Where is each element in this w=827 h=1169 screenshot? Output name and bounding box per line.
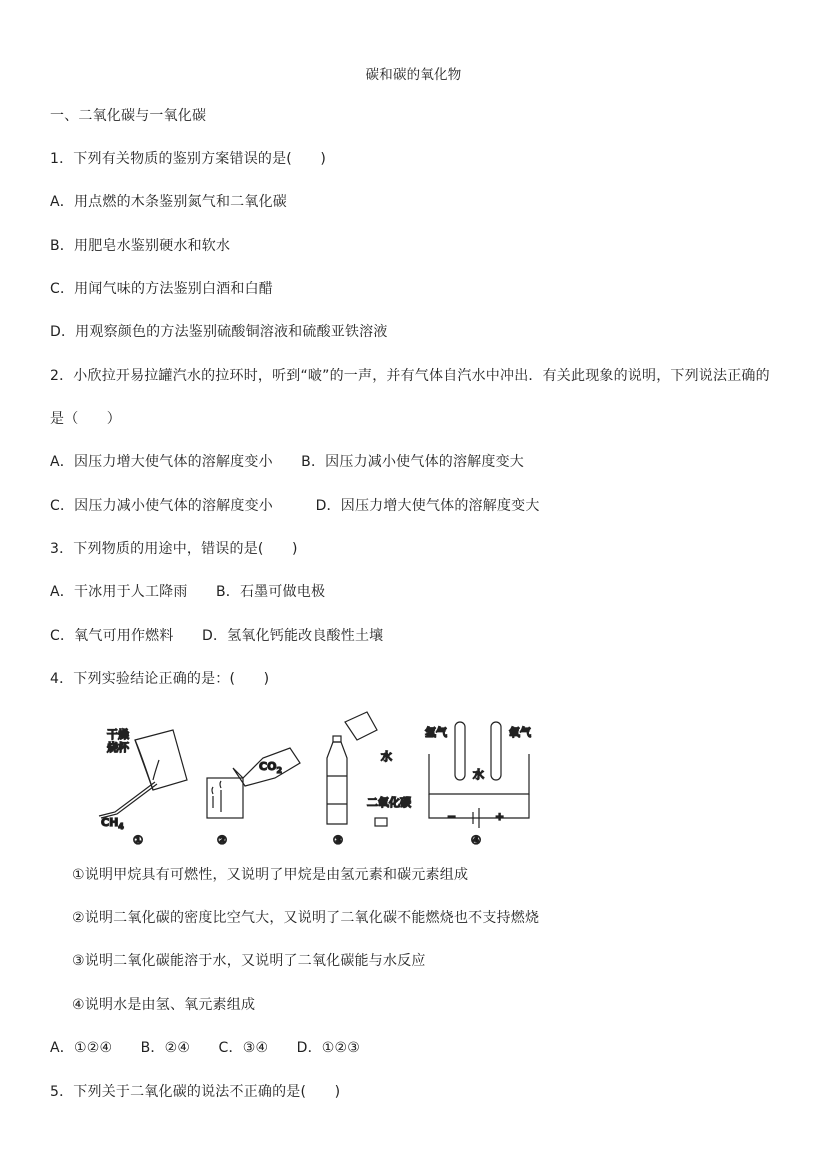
experiment-1-methane-burning [99, 727, 187, 847]
label-co2: $CO_2$ [259, 760, 283, 775]
gas-tube [99, 782, 155, 816]
label-o2: 氧气 [509, 726, 531, 739]
candle-flames [212, 781, 221, 794]
question-4-stem: 4．下列实验结论正确的是：( ) [50, 671, 270, 687]
beaker-candles [207, 778, 243, 818]
question-1-stem: 1．下列有关物质的鉴别方案错误的是( ) [50, 151, 327, 167]
bottle-bands [327, 776, 347, 804]
question-1-option-a: A．用点燃的木条鉴别氮气和二氧化碳 [50, 194, 287, 210]
question-4-statement-4: ④说明水是由氢、氧元素组成 [72, 997, 256, 1013]
experiment-2-co2-pouring [207, 748, 300, 847]
flame [153, 760, 159, 780]
bottle-cap-small [375, 818, 387, 826]
question-1-option-b: B．用肥皂水鉴别硬水和软水 [50, 238, 231, 254]
label-ch4: $CH_4$ [101, 816, 124, 831]
question-4-statement-2: ②说明二氧化碳的密度比空气大，又说明了二氧化碳不能燃烧也不支持燃烧 [72, 910, 540, 926]
o2-tube [491, 722, 501, 780]
label-beaker: 烧杯 [107, 741, 129, 754]
beaker-rim [135, 740, 153, 790]
question-2-options-cd: C．因压力减小使气体的溶解度变小 D．因压力增大使气体的溶解度变大 [50, 498, 540, 514]
question-2-stem-line1: 2．小欣拉开易拉罐汽水的拉环时，听到“啵”的一声，并有气体自汽水中冲出．有关此现象的说明，下列说法正确的 [50, 368, 770, 384]
experiment-3-bottle [327, 712, 411, 847]
h2-tube [455, 722, 465, 780]
water-beaker [345, 712, 377, 740]
label-water-2: 水 [473, 768, 484, 781]
bottle-cap [333, 736, 341, 742]
page-title: 碳和碳的氧化物 [365, 67, 462, 83]
section-heading: 一、二氧化碳与一氧化碳 [50, 108, 207, 124]
question-2-stem-line2: 是（ ） [50, 411, 121, 427]
question-4-statement-1: ①说明甲烷具有可燃性，又说明了甲烷是由氢元素和碳元素组成 [72, 867, 469, 883]
question-5-stem: 5．下列关于二氧化碳的说法不正确的是( ) [50, 1084, 341, 1100]
question-1-option-d: D．用观察颜色的方法鉴别硫酸铜溶液和硫酸亚铁溶液 [50, 324, 388, 340]
candles [213, 790, 221, 812]
label-dry: 干燥 [107, 728, 129, 741]
label-n3: ③ [333, 833, 344, 847]
label-n1: ① [133, 833, 144, 847]
experiment-figure [95, 708, 545, 850]
label-n4: ④ [471, 833, 482, 847]
question-4-statement-3: ③说明二氧化碳能溶于水，又说明了二氧化碳能与水反应 [72, 953, 426, 969]
question-1-option-c: C．用闻气味的方法鉴别白酒和白醋 [50, 281, 273, 297]
question-3-stem: 3．下列物质的用途中，错误的是( ) [50, 541, 298, 557]
experiment-4-electrolysis [425, 722, 532, 847]
label-h2: 氢气 [425, 726, 447, 739]
label-co2-bottle: 二氧化碳 [367, 796, 411, 809]
plastic-bottle [327, 742, 347, 824]
label-water: 水 [381, 750, 392, 763]
question-3-options-ab: A．干冰用于人工降雨 B．石墨可做电极 [50, 584, 326, 600]
question-3-options-cd: C．氧气可用作燃料 D．氢氧化钙能改良酸性土壤 [50, 628, 384, 644]
label-n2: ② [217, 833, 228, 847]
question-4-options: A．①②④ B．②④ C．③④ D．①②③ [50, 1040, 361, 1056]
experiment-figure-svg [95, 708, 545, 850]
label-minus: − [447, 810, 457, 823]
label-plus: + [495, 810, 505, 823]
question-2-options-ab: A．因压力增大使气体的溶解度变小 B．因压力减小使气体的溶解度变大 [50, 454, 524, 470]
